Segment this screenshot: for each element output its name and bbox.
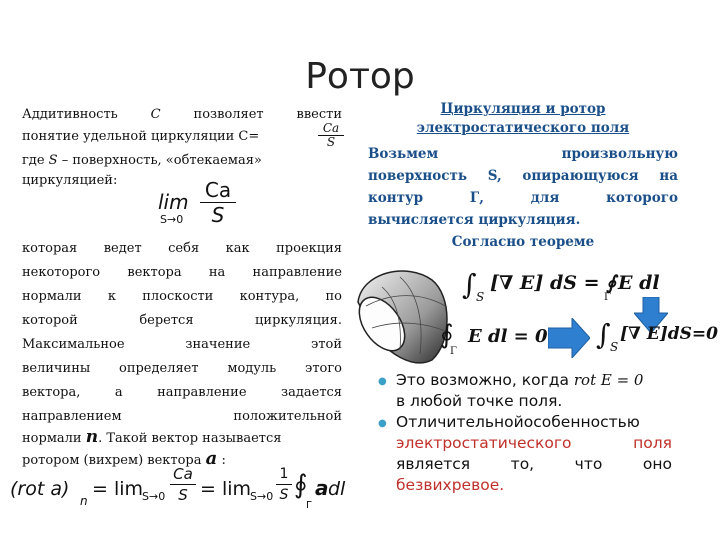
intro-word: Аддитивность	[22, 107, 118, 122]
fraction-denominator: S	[170, 484, 196, 505]
intro-word: ввести	[296, 107, 343, 122]
lim-formula	[158, 180, 238, 230]
bullet-2	[396, 412, 672, 496]
body-line: которой берется циркуляция.	[22, 313, 342, 328]
circulation-expression: E dl = 0	[468, 326, 548, 347]
contour-integral-icon: ∮	[440, 320, 454, 350]
surface-integral-icon: ∫	[462, 268, 477, 301]
right-body-line: контур Г, для которого	[368, 190, 678, 206]
lim-subscript-1: S→0	[142, 490, 166, 503]
symbol-c: С	[150, 107, 161, 122]
rot-e-zero: rot E = 0	[573, 371, 644, 389]
lim-symbol: lim	[158, 190, 189, 214]
contour-integral-icon: ∮	[294, 470, 308, 500]
rotor-definition-formula	[10, 465, 350, 520]
lim-fraction	[200, 178, 236, 227]
lim-subscript-2: S→0	[250, 490, 274, 503]
fraction-denominator: S	[318, 135, 344, 149]
circulation-zero-formula	[440, 320, 550, 360]
intro-word: – поверхность, «обтекаемая»	[61, 153, 262, 168]
heading-line-1: Циркуляция и ротор	[440, 101, 606, 117]
right-body-line: вычисляется циркуляция.	[368, 212, 581, 228]
right-body-line: поверхность S, опирающуюся на	[368, 168, 678, 184]
bullet-1	[396, 370, 686, 412]
right-body-line: Возьмем произвольную	[368, 146, 678, 162]
lim-subscript: S→0	[160, 213, 184, 226]
dl: dl	[328, 478, 346, 500]
arrow-right-icon	[548, 318, 590, 358]
right-body	[368, 143, 678, 253]
fraction-numerator: Ca	[173, 465, 193, 483]
body-word: ротором (вихрем) вектора	[22, 453, 202, 468]
bullet-text-red: электростатического поля	[396, 434, 672, 452]
bullet-text: Отличительнойособенностью	[396, 413, 640, 431]
stokes-expression: [∇ E] dS = ∮	[490, 272, 617, 294]
body-line: Максимальное значение этой	[22, 337, 342, 352]
integral-subscript: S	[476, 290, 485, 304]
body-line-normal	[22, 428, 346, 449]
contour-subscript: Γ	[306, 500, 312, 511]
small-fraction	[318, 122, 344, 149]
body-word: . Такой вектор называется	[98, 431, 282, 446]
slide-title: Ротор	[305, 56, 415, 97]
body-line: которая ведет себя как проекция	[22, 241, 342, 256]
body-word: нормали	[22, 431, 82, 446]
rot-a: (rot a)	[10, 478, 70, 500]
bullet-icon: ●	[378, 418, 387, 429]
fraction-numerator: Ca	[322, 121, 340, 135]
right-body-line: Согласно теореме	[451, 234, 595, 250]
body-line: направлением положительной	[22, 409, 342, 424]
intro-line-1	[22, 106, 342, 125]
bullet-text: в любой точке поля.	[396, 392, 563, 410]
eq-lim-2: = lim	[200, 478, 252, 500]
vector-a: a	[205, 448, 218, 469]
curl-expression: [∇ E]dS=0	[620, 324, 718, 344]
vector-n: n	[85, 427, 99, 447]
fraction-1	[170, 464, 196, 505]
symbol-s: S	[48, 153, 58, 168]
body-word: :	[221, 453, 226, 468]
rot-subscript: n	[80, 494, 88, 508]
intro-line-3	[22, 152, 342, 171]
intro-word: циркуляцией:	[22, 173, 118, 188]
fraction-numerator: 1	[279, 466, 289, 482]
intro-word: позволяет	[193, 107, 264, 122]
stokes-rhs: E dl	[618, 272, 660, 294]
bullet-text: Это возможно, когда	[396, 371, 569, 389]
eq-lim-1: = lim	[92, 478, 144, 500]
right-heading	[370, 100, 676, 138]
intro-word: где	[22, 153, 45, 168]
body-line: нормали к плоскости контура, по	[22, 289, 342, 304]
fraction-denominator: S	[276, 484, 292, 505]
heading-line-2: электростатического поля	[416, 120, 630, 136]
bullet-icon: ●	[378, 376, 387, 387]
surface-integral-icon: ∫	[596, 318, 611, 351]
body-line: некоторого вектора на направление	[22, 265, 342, 280]
curl-zero-formula	[596, 318, 720, 358]
bullet-text: является то, что оно	[396, 455, 672, 473]
contour-subscript: Γ	[450, 346, 457, 357]
fraction-numerator: Ca	[204, 178, 232, 202]
bullet-text-red: безвихревое.	[396, 476, 505, 494]
vector-a: a	[315, 476, 329, 500]
fraction-2	[276, 464, 292, 505]
body-line: вектора, а направление задается	[22, 385, 342, 400]
intro-word: понятие удельной циркуляции С=	[22, 129, 260, 144]
contour-subscript: Γ	[604, 292, 611, 303]
body-line: величины определяет модуль этого	[22, 361, 342, 376]
intro-line-2	[22, 128, 322, 147]
integral-subscript: S	[610, 340, 619, 354]
fraction-denominator: S	[200, 202, 236, 227]
